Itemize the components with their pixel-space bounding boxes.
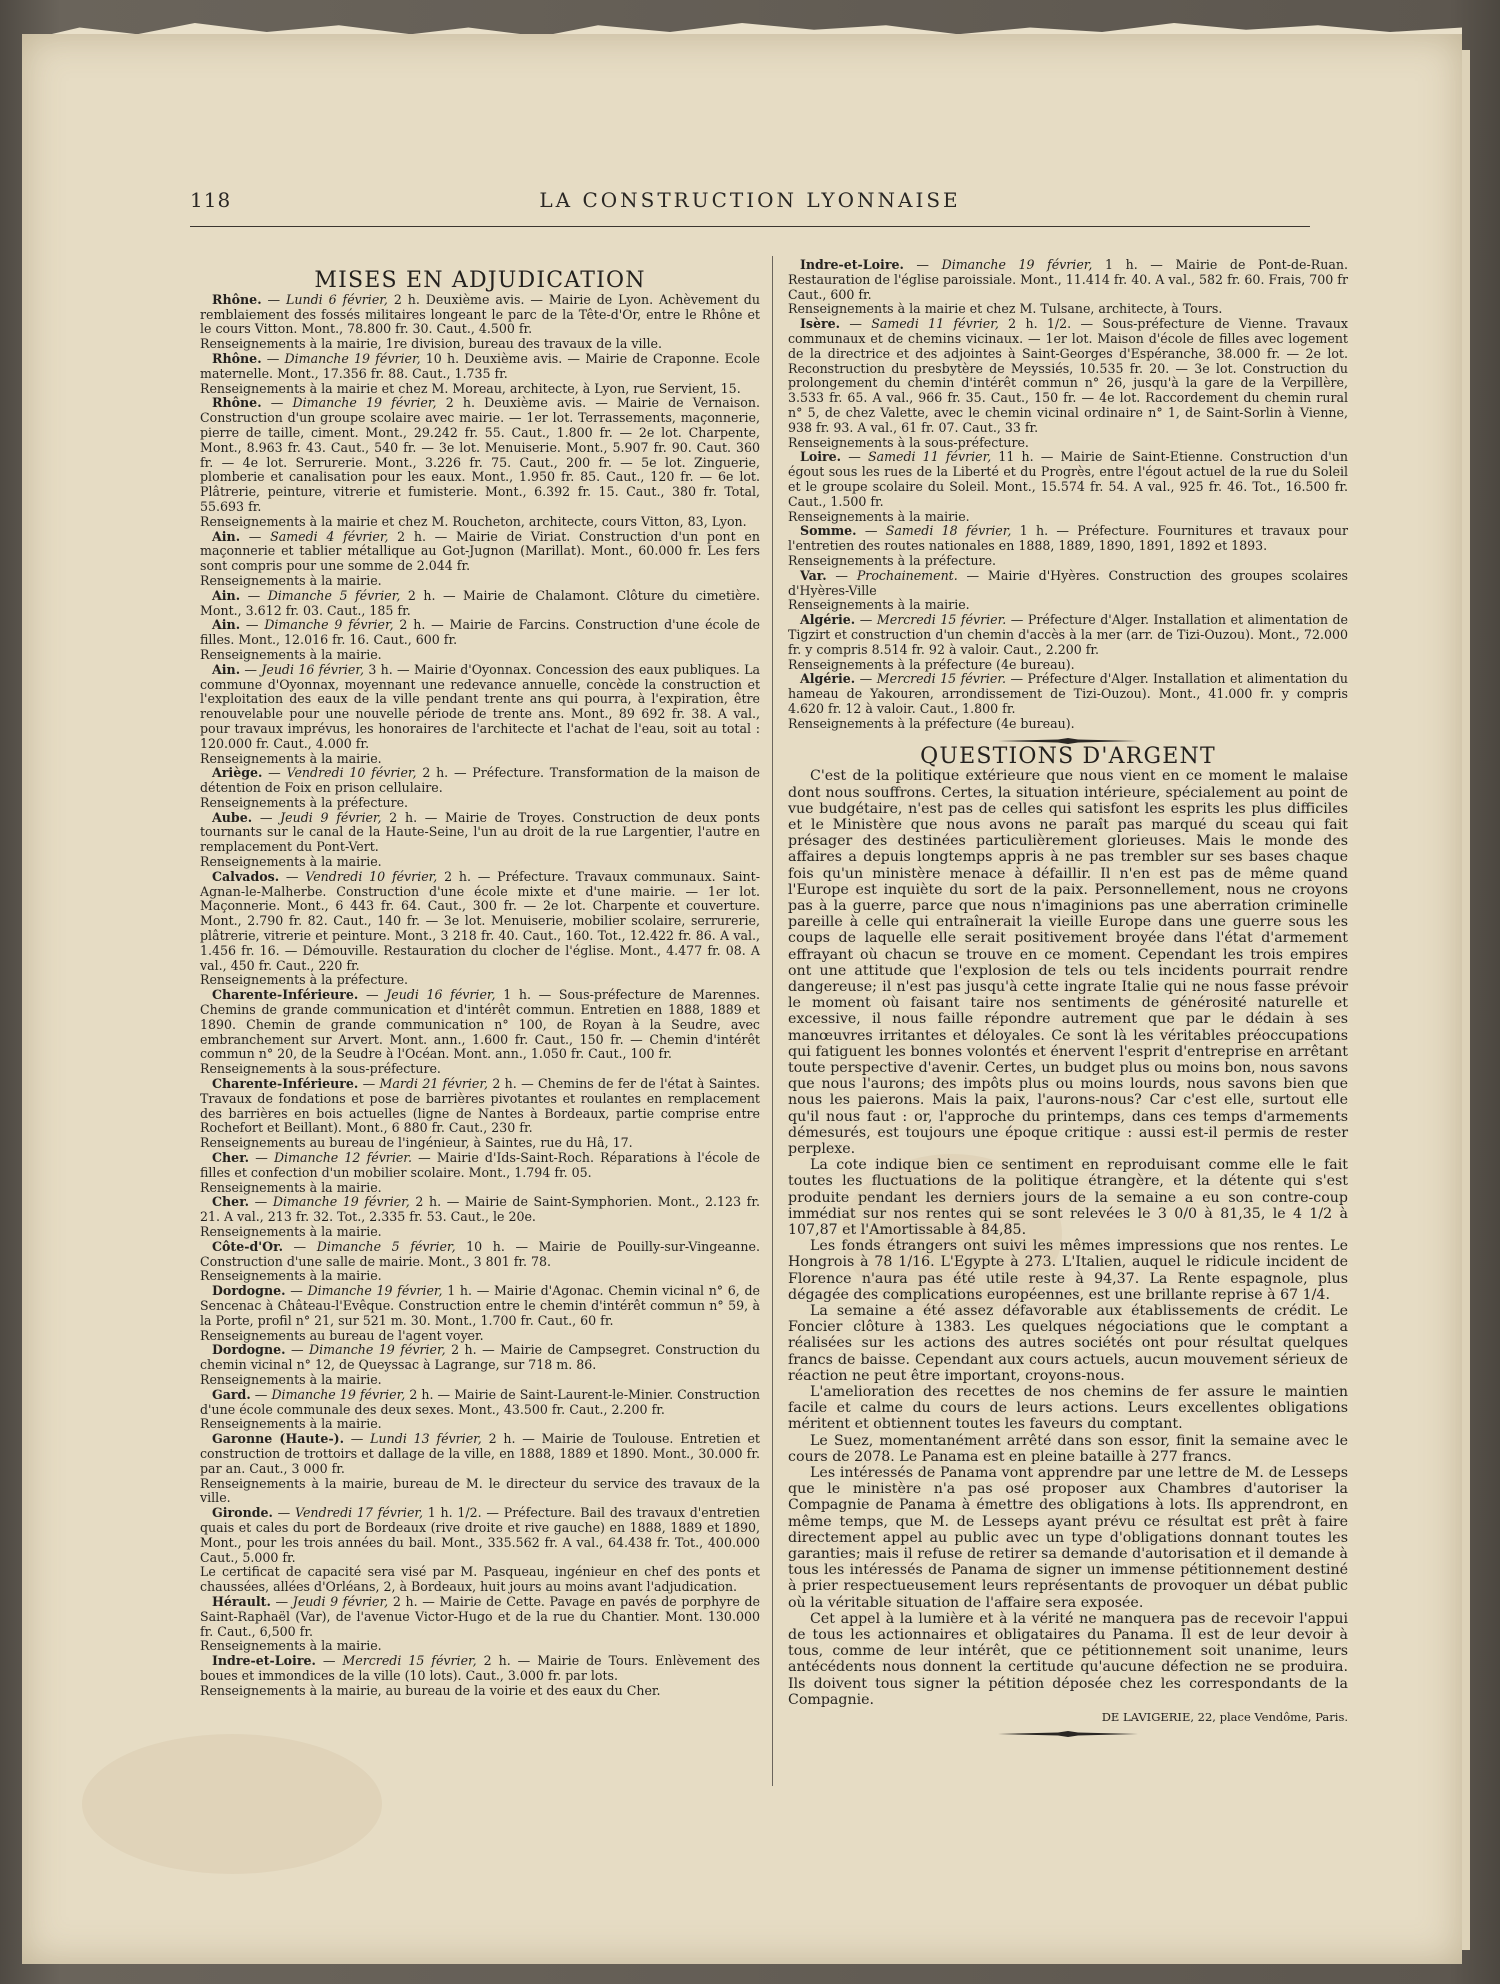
entry-body: 1 h. — Mairie de Pont-de-Ruan. Restauration de l'église paroissiale. Mont., 11.414 fr. 40. A val., 582 fr. 60. Frais, 700 fr Caut., 600 fr. [788,257,1348,302]
ornament-divider [998,1731,1138,1737]
entry-text: Calvados. — Vendredi 10 février, 2 h. — Préfecture. Travaux communaux. Saint-Agnan-le-Malherbe. Construction d'une école mixte et d'une mairie. — 1er lot. Maçonnerie. Mont., 6 443 fr. 64. Caut., 300 fr. — 2e lot. Charpente et couverture. Mont., 2.790 fr. 82. Caut., 140 fr. — 3e lot. Menuiserie, mobilier scolaire, serrurerie, plâtrerie, vitrerie et peinture. Mont., 3 218 fr. 40. Caut., 160. Tot., 12.422 fr. 86. A val., 1.456 fr. 16. — Démouville. Restauration du clocher de l'église. Mont., 4.477 fr. 08. A val., 450 fr. Caut., 220 fr. [200,868,760,973]
entry-date: Dimanche 19 février, [307,1283,443,1299]
adjudication-entry [200,1240,760,1284]
entry-location: Dordogne. [212,1283,286,1299]
entry-location: Gard. [212,1386,251,1402]
entry-date: Dimanche 19 février, [292,395,437,411]
entry-location: Dordogne. [212,1342,286,1358]
article-paragraph: La cote indique bien ce sentiment en reproduisant comme elle le fait toutes les fluctuations de la politique étrangère, et la détente qui s'est produite pendant les derniers jours de la semaine a eu son contre-coup immédiat sur nos rentes qui se sont relevées le 3 0/0 à 81,35, le 4 1/2 à 107,87 et l'Amortissable à 84,85. [788,1157,1348,1238]
entry-body: 1 h. — Sous-préfecture de Marennes. Chemins de grande communication et d'intérêt commun. Entretien en 1888, 1889 et 1890. Chemin de grande communication n° 100, de Royan à la Seudre, avec embranchement sur Arvert. Mont. ann., 1.600 fr. Caut., 150 fr. — Chemin d'intérêt commun n° 20, de la Seudre à l'Océan. Mont. ann., 1.050 fr. Caut., 100 fr. [200,987,761,1062]
entry-location: Ariège. [212,765,263,781]
adjudication-entry [200,1284,760,1343]
entry-location: Var. [800,567,827,583]
adjudication-entry [788,258,1348,317]
entry-date: Vendredi 10 février, [286,765,417,781]
entry-location: Rhône. [212,395,262,411]
adjudication-entry [200,1654,760,1698]
entry-info: Renseignements à la sous-préfecture. [200,1061,441,1077]
entry-text: Garonne (Haute-). — Lundi 13 février, 2 h. — Mairie de Toulouse. Entretien et construction de trottoirs et dallage de la ville, en 1888, 1889 et 1890. Mont., 30.000 fr. par an. Caut., 3 000 fr. [200,1431,760,1476]
ornament-divider [998,738,1138,744]
adjudication-entry [200,396,760,529]
entry-info: Renseignements à la préfecture. [200,972,409,988]
adjudication-entry [200,811,760,870]
adjudication-entry [200,530,760,589]
entry-date: Dimanche 9 février, [264,617,394,633]
adjudication-entry [200,663,760,767]
entry-text: Loire. — Samedi 11 février, 11 h. — Mairie de Saint-Etienne. Construction d'un égout sous les rues de la Liberté et du Progrès, entre l'égout actuel de la rue du Soleil et le groupe scolaire du Soleil. Mont., 15.574 fr. 54. A val., 925 fr. 46. Tot., 16.500 fr. Caut., 1.500 fr. [788,449,1348,509]
entry-date: Dimanche 12 février. [273,1150,412,1166]
adjudication-entry [200,1506,760,1595]
entry-body: 2 h. — Mairie de Campsegret. Construction du chemin vicinal n° 12, de Queyssac à Lagrange, sur 718 m. 86. [200,1342,760,1373]
entry-text: Hérault. — Jeudi 9 février, 2 h. — Mairie de Cette. Pavage en pavés de porphyre de Saint-Raphaël (Var), de l'avenue Victor-Hugo et de la rue du Chantier. Mont. 130.000 fr. Caut., 6,500 fr. [200,1593,760,1639]
entry-body: 2 h. — Mairie de Saint-Symphorien. Mont., 2.123 fr. 21. A val., 213 fr. 32. Tot., 2.335 fr. 53. Caut., le 20e. [200,1194,760,1225]
entry-info: Renseignements à la mairie. [200,1179,382,1195]
entry-location: Indre-et-Loire. [800,257,904,272]
entry-info: Renseignements à la mairie. [200,750,382,766]
article-paragraph: Le Suez, momentanément arrêté dans son essor, finit la semaine avec le cours de 2078. Le Panama est en pleine bataille à 277 francs. [788,1432,1348,1465]
entry-location: Algérie. [800,671,856,687]
entry-text: Cher. — Dimanche 19 février, 2 h. — Mairie de Saint-Symphorien. Mont., 2.123 fr. 21. A val., 213 fr. 32. Tot., 2.335 fr. 53. Caut., le 20e. [200,1194,760,1225]
entry-body: 2 h. — Mairie de Toulouse. Entretien et construction de trottoirs et dallage de la ville, en 1888, 1889 et 1890. Mont., 30.000 fr. par an. Caut., 3 000 fr. [200,1431,760,1476]
entry-info: Renseignements à la préfecture. [200,794,409,810]
column-left [200,258,760,1699]
entry-body: — Mairie d'Hyères. Construction des groupes scolaires d'Hyères-Ville [788,567,1348,598]
entry-location: Somme. [800,523,857,539]
entry-body: 2 h. — Mairie de Cette. Pavage en pavés de porphyre de Saint-Raphaël (Var), de l'avenue Victor-Hugo et de la rue du Chantier. Mont. 130.000 fr. Caut., 6,500 fr. [200,1593,760,1639]
entry-text: Cher. — Dimanche 12 février. — Mairie d'Ids-Saint-Roch. Réparations à l'école de filles et confection d'un mobilier scolaire. Mont., 1.794 fr. 05. [200,1150,760,1180]
entry-date: Lundi 6 février, [286,291,388,307]
entry-text: Rhône. — Dimanche 19 février, 2 h. Deuxième avis. — Mairie de Vernaison. Construction d'un groupe scolaire avec mairie. — 1er lot. Terrassements, maçonnerie, pierre de taille, ciment. Mont., 29.242 fr. 55. Caut., 1.800 fr. — 2e lot. Charpente, Mont., 8.963 fr. 43. Caut., 540 fr. — 3e lot. Menuiserie. Mont., 5.907 fr. 90. Caut. 360 fr. — 4e lot. Serrurerie. Mont., 3.226 fr. 75. Caut., 200 fr. — 5e lot. Zinguerie, plomberie et canalisation pour les eaux. Mont., 1.950 fr. 85. Caut., 120 fr. — 6e lot. Plâtrerie, peinture, vitrerie et fumisterie. Mont., 6.392 fr. 15. Caut., 380 fr. Total, 55.693 fr. [200,395,760,514]
entry-location: Côte-d'Or. [212,1238,283,1254]
adjudication-entry [200,1432,760,1506]
entry-info: Renseignements à la mairie. [788,597,970,613]
adjudication-entry [788,450,1348,524]
entry-date: Jeudi 16 février, [261,661,365,677]
article-paragraph: L'amelioration des recettes de nos chemins de fer assure le maintien facile et calme du cours de leurs actions. Leurs excellentes obligations méritent et obtiennent toutes les faveurs du comptant. [788,1384,1348,1433]
entry-date: Dimanche 19 février, [284,350,421,366]
entry-location: Gironde. [212,1505,273,1521]
article-paragraph: Les fonds étrangers ont suivi les mêmes impressions que nos rentes. Le Hongrois à 78 1/16. L'Egypte à 273. L'Italien, auquel le ridicule incident de Florence n'aura pas été utile reste à 94,37. La Rente espagnole, plus dégagée des complications européennes, est une brillante reprise à 67 1/4. [788,1238,1348,1303]
entry-text: Indre-et-Loire. — Mercredi 15 février, 2 h. — Mairie de Tours. Enlèvement des boues et immondices de la ville (10 lots). Caut., 3.000 fr. par lots. [200,1653,760,1683]
entry-date: Mercredi 15 février, [342,1653,477,1669]
article-paragraph: La semaine a été assez défavorable aux établissements de crédit. Le Foncier clôture à 1383. Les quelques négociations que le comptant a réalisées sur les actions des autres sociétés ont pour résultat quelques francs de baisse. Cependant aux cours actuels, aucun mouvement sérieux de réaction ne peut être important, croyons-nous. [788,1303,1348,1384]
entry-info: Renseignements à la mairie. [200,1638,382,1654]
entry-body: 1 h. 1/2. — Préfecture. Bail des travaux d'entretien quais et cales du port de Bordeaux (rive droite et rive gauche) en 1888, 1889 et 1890, Mont., pour les trois années du bail. Mont., 335.562 fr. A val., 64.438 fr. Tot., 400.000 Caut., 5.000 fr. [200,1505,760,1565]
entry-info: Renseignements à la mairie. [200,854,382,870]
entry-info: Renseignements à la mairie. [788,508,970,524]
adjudication-entry [788,317,1348,450]
argent-article [788,768,1348,1708]
entry-date: Samedi 11 février, [871,316,999,332]
entry-text: Isère. — Samedi 11 février, 2 h. 1/2. — Sous-préfecture de Vienne. Travaux communaux et de chemins vicinaux. — 1er lot. Maison d'école de filles avec logement de la directrice et des adjointes à Saint-Georges d'Espéranche, 38.000 fr. — 2e lot. Reconstruction du presbytère de Meyssiés, 10.535 fr. 20. — 3e lot. Construction du prolongement du chemin d'intérêt commun n° 26, jusqu'à la gare de la Verpillère, 3.533 fr. 65. A val., 966 fr. 35. Caut., 150 fr. — 4e lot. Raccordement du chemin rural n° 5, de chez Valette, avec le chemin vicinal ordinaire n° 1, de Saint-Sorlin à Vienne, 938 fr. 93. A val., 61 fr. 07. Caut., 33 fr. [788,316,1348,435]
entry-text: Dordogne. — Dimanche 19 février, 1 h. — Mairie d'Agonac. Chemin vicinal n° 6, de Sencenac à Château-l'Evêque. Construction entre le chemin d'intérêt commun n° 59, à la Porte, profil n° 21, sur 521 m. 30. Mont., 1.700 fr. Caut., 60 fr. [200,1283,760,1328]
entry-date: Dimanche 5 février, [316,1238,456,1254]
adjudication-entry [788,613,1348,672]
adjudication-entry [200,766,760,810]
entry-location: Charente-Inférieure. [212,987,359,1003]
entry-body: 10 h. — Mairie de Pouilly-sur-Vingeanne. Construction d'une salle de mairie. Mont., 3 801 fr. 78. [200,1238,760,1269]
adjudication-entry [200,618,760,662]
entry-body: 2 h. — Mairie de Farcins. Construction d'une école de filles. Mont., 12.016 fr. 16. Caut., 600 fr. [200,617,760,648]
entry-info: Renseignements à la mairie et chez M. Roucheton, architecte, cours Vitton, 83, Lyon. [200,513,747,529]
entry-date: Vendredi 17 février, [295,1505,424,1521]
adjudication-entry [200,870,760,988]
entry-body: 2 h. — Mairie de Troyes. Construction de deux ponts tournants sur le canal de la Haute-Seine, l'un au droit de la rue Largentier, l'autre en remplacement du Pont-Vert. [200,809,760,855]
entry-text: Charente-Inférieure. — Jeudi 16 février, 1 h. — Sous-préfecture de Marennes. Chemins de grande communication et d'intérêt commun. Entretien en 1888, 1889 et 1890. Chemin de grande communication n° 100, de Royan à la Seudre, avec embranchement sur Arvert. Mont. ann., 1.600 fr. Caut., 150 fr. — Chemin d'intérêt commun n° 20, de la Seudre à l'Océan. Mont. ann., 1.050 fr. Caut., 100 fr. [200,987,761,1062]
entry-date: Vendredi 10 février, [305,868,438,884]
article-paragraph: Cet appel à la lumière et à la vérité ne manquera pas de recevoir l'appui de tous les actionnaires et obligataires du Panama. Il est de leur devoir à tous, comme de leur intérêt, que ce pétitionnement soit unanime, leurs antécédents nous donnent la certitude qu'aucune défection ne se produira. Ils doivent tous signer la pétition déposée chez les correspondants de la Compagnie. [788,1610,1348,1708]
entry-info: Renseignements à la mairie et chez M. Moreau, architecte, à Lyon, rue Servient, 15. [200,380,741,396]
adjudication-entry [200,1595,760,1654]
entry-date: Mercredi 15 février. [876,671,1007,687]
entry-body: 2 h. Deuxième avis. — Mairie de Lyon. Achèvement du remblaiement des fossés militaires longeant le parc de la Tête-d'Or, entre le Rhône et le cours Vitton. Mont., 78.800 fr. 30. Caut., 4.500 fr. [200,291,760,337]
entry-location: Ain. [212,587,241,603]
entry-location: Cher. [212,1150,250,1166]
adjudication-entry [200,589,760,619]
entry-date: Dimanche 19 février, [309,1342,446,1358]
entry-body: 3 h. — Mairie d'Oyonnax. Concession des eaux publiques. La commune d'Oyonnax, moyennant une redevance annuelle, concède la construction et l'exploitation des eaux de la ville pendant trente ans qui pourra, à l'expiration, être renouvelable pour une nouvelle période de trente ans. Mont., 89 692 fr. 38. A val., pour travaux imprévus, les honoraires de l'architecte et l'achat de l'eau, soit au total : 120.000 fr. Caut., 4.000 fr. [200,661,760,751]
adjudication-entry [200,1151,760,1195]
adjudication-entry [200,1388,760,1432]
entry-body: — Mairie d'Ids-Saint-Roch. Réparations à l'école de filles et confection d'un mobilier scolaire. Mont., 1.794 fr. 05. [200,1150,760,1180]
entry-text: Rhône. — Dimanche 19 février, 10 h. Deuxième avis. — Mairie de Craponne. Ecole maternelle. Mont., 17.356 fr. 88. Caut., 1.735 fr. [200,350,760,381]
entry-date: Dimanche 19 février, [941,257,1093,272]
entry-location: Loire. [800,449,842,465]
entry-body: 2 h. — Chemins de fer de l'état à Saintes. Travaux de fondations et pose de barrières pivotantes et roulantes en remplacement des barrières en bois actuelles (ligne de Nantes à Bordeaux, partie comprise entre Rochefort et Beillant). Mont., 6 880 fr. Caut., 230 fr. [200,1076,760,1136]
adjudication-list-continued [788,258,1348,732]
entry-info: Renseignements à la mairie et chez M. Tulsane, architecte, à Tours. [788,301,1223,317]
entry-body: 2 h. 1/2. — Sous-préfecture de Vienne. Travaux communaux et de chemins vicinaux. — 1er lot. Maison d'école de filles avec logement de la directrice et des adjointes à Saint-Georges d'Espéranche, 38.000 fr. — 2e lot. Reconstruction du presbytère de Meyssiés, 10.535 fr. 20. — 3e lot. Construction du prolongement du chemin d'intérêt commun n° 26, jusqu'à la gare de la Verpillère, 3.533 fr. 65. A val., 966 fr. 35. Caut., 150 fr. — 4e lot. Raccordement du chemin rural n° 5, de chez Valette, avec le chemin vicinal ordinaire n° 1, de Saint-Sorlin à Vienne, 938 fr. 93. A val., 61 fr. 07. Caut., 33 fr. [788,316,1348,435]
entry-info: Renseignements au bureau de l'agent voyer. [200,1327,484,1343]
entry-location: Garonne (Haute-). [212,1431,345,1447]
adjudication-entry [200,988,760,1077]
adjudication-list [200,293,760,1699]
entry-text: Algérie. — Mercredi 15 février. — Préfecture d'Alger. Installation et alimentation du hameau de Yakouren, arrondissement de Tizi-Ouzou). Mont., 41.000 fr. y compris 4.620 fr. 12 à valoir. Caut., 1.800 fr. [788,671,1348,716]
entry-body: 1 h. — Préfecture. Fournitures et travaux pour l'entretien des routes nationales en 1888, 1889, 1890, 1891, 1892 et 1893. [788,523,1348,554]
entry-date: Jeudi 9 février, [292,1593,389,1609]
entry-info: Renseignements à la mairie, bureau de M. le directeur du service des travaux de la ville. [200,1475,760,1506]
entry-location: Ain. [212,661,241,677]
entry-text: Ain. — Dimanche 9 février, 2 h. — Mairie de Farcins. Construction d'une école de filles. Mont., 12.016 fr. 16. Caut., 600 fr. [200,617,760,648]
signature: DE LAVIGERIE, 22, place Vendôme, Paris. [1101,1710,1348,1725]
entry-text: Somme. — Samedi 18 février, 1 h. — Préfecture. Fournitures et travaux pour l'entretien des routes nationales en 1888, 1889, 1890, 1891, 1892 et 1893. [788,523,1348,554]
entry-date: Dimanche 5 février, [267,587,401,603]
entry-location: Rhône. [212,350,262,366]
adjudication-entry [788,569,1348,613]
column-right [788,258,1348,1743]
section-heading-adjudication: MISES EN ADJUDICATION [314,268,646,293]
entry-text: Var. — Prochainement. — Mairie d'Hyères. Construction des groupes scolaires d'Hyères-Ville [788,567,1348,598]
entry-text: Gironde. — Vendredi 17 février, 1 h. 1/2. — Préfecture. Bail des travaux d'entretien quais et cales du port de Bordeaux (rive droite et rive gauche) en 1888, 1889 et 1890, Mont., pour les trois années du bail. Mont., 335.562 fr. A val., 64.438 fr. Tot., 400.000 Caut., 5.000 fr. [200,1505,760,1565]
entry-body: 1 h. — Mairie d'Agonac. Chemin vicinal n° 6, de Sencenac à Château-l'Evêque. Construction entre le chemin d'intérêt commun n° 59, à la Porte, profil n° 21, sur 521 m. 30. Mont., 1.700 fr. Caut., 60 fr. [200,1283,760,1328]
adjudication-entry [200,293,760,352]
entry-text: Ariège. — Vendredi 10 février, 2 h. — Préfecture. Transformation de la maison de détention de Foix en prison cellulaire. [200,765,760,796]
entry-date: Jeudi 9 février, [280,809,382,825]
entry-date: Lundi 13 février, [370,1431,482,1447]
entry-info: Renseignements à la préfecture. [788,552,997,568]
entry-location: Hérault. [212,1593,271,1609]
page-number: 118 [190,188,232,212]
entry-info: Renseignements au bureau de l'ingénieur, à Saintes, rue du Hâ, 17. [200,1135,633,1151]
entry-info: Renseignements à la mairie, 1re division, bureau des travaux de la ville. [200,336,662,352]
entry-location: Ain. [212,528,241,544]
entry-body: — Préfecture d'Alger. Installation et alimentation de Tigzirt et construction d'un chemin d'accès à la mer (arr. de Tizi-Ouzou). Mont., 72.000 fr. y compris 8.514 fr. 92 à valoir. Caut., 2.200 fr. [788,612,1348,657]
entry-date: Samedi 11 février, [867,449,992,465]
adjudication-entry [200,352,760,396]
entry-body: 2 h. — Préfecture. Travaux communaux. Saint-Agnan-le-Malherbe. Construction d'une école mixte et d'une mairie. — 1er lot. Maçonnerie. Mont., 6 443 fr. 64. Caut., 300 fr. — 2e lot. Charpente et couverture. Mont., 2.790 fr. 82. Caut., 140 fr. — 3e lot. Menuiserie, mobilier scolaire, serrurerie, plâtrerie, vitrerie et peinture. Mont., 3 218 fr. 40. Caut., 160. Tot., 12.422 fr. 86. A val., 1.456 fr. 16. — Démouville. Restauration du clocher de l'église. Mont., 4.477 fr. 08. A val., 450 fr. Caut., 220 fr. [200,868,760,973]
entry-body: 2 h. — Mairie de Tours. Enlèvement des boues et immondices de la ville (10 lots). Caut., 3.000 fr. par lots. [200,1653,760,1683]
entry-body: 2 h. — Préfecture. Transformation de la maison de détention de Foix en prison cellulaire. [200,765,760,796]
entry-location: Calvados. [212,868,280,884]
adjudication-entry [788,524,1348,568]
entry-date: Mercredi 15 février. [876,612,1007,628]
entry-date: Samedi 18 février, [885,523,1012,539]
entry-info: Renseignements à la mairie. [200,1224,382,1239]
entry-date: Mardi 21 février, [379,1076,489,1092]
entry-date: Samedi 4 février, [270,528,389,544]
entry-text: Ain. — Jeudi 16 février, 3 h. — Mairie d'Oyonnax. Concession des eaux publiques. La commune d'Oyonnax, moyennant une redevance annuelle, concède la construction et l'exploitation des eaux de la ville pendant trente ans qui pourra, à l'expiration, être renouvelable pour une nouvelle période de trente ans. Mont., 89 692 fr. 38. A val., pour travaux imprévus, les honoraires de l'architecte et l'achat de l'eau, soit au total : 120.000 fr. Caut., 4.000 fr. [200,661,760,751]
entry-info: Renseignements à la mairie. [200,1371,382,1387]
section-heading-argent: QUESTIONS D'ARGENT [920,743,1216,769]
entry-body: 2 h. — Mairie de Chalamont. Clôture du cimetière. Mont., 3.612 fr. 03. Caut., 185 fr. [200,587,760,618]
entry-body: 2 h. Deuxième avis. — Mairie de Vernaison. Construction d'un groupe scolaire avec mairie. — 1er lot. Terrassements, maçonnerie, pierre de taille, ciment. Mont., 29.242 fr. 55. Caut., 1.800 fr. — 2e lot. Charpente, Mont., 8.963 fr. 43. Caut., 540 fr. — 3e lot. Menuiserie. Mont., 5.907 fr. 90. Caut. 360 fr. — 4e lot. Serrurerie. Mont., 3.226 fr. 75. Caut., 200 fr. — 5e lot. Zinguerie, plomberie et canalisation pour les eaux. Mont., 1.950 fr. 85. Caut., 120 fr. — 6e lot. Plâtrerie, peinture, vitrerie et fumisterie. Mont., 6.392 fr. 15. Caut., 380 fr. Total, 55.693 fr. [200,395,760,514]
entry-info: Renseignements à la mairie. [200,1416,382,1432]
entry-info: Le certificat de capacité sera visé par M. Pasqueau, ingénieur en chef des ponts et chaussées, allées d'Orléans, 2, à Bordeaux, huit jours au moins avant l'adjudication. [200,1564,760,1595]
paper-stain [82,1734,382,1874]
entry-text: Côte-d'Or. — Dimanche 5 février, 10 h. — Mairie de Pouilly-sur-Vingeanne. Construction d'une salle de mairie. Mont., 3 801 fr. 78. [200,1238,760,1269]
entry-text: Charente-Inférieure. — Mardi 21 février, 2 h. — Chemins de fer de l'état à Saintes. Travaux de fondations et pose de barrières pivotantes et roulantes en remplacement des barrières en bois actuelles (ligne de Nantes à Bordeaux, partie comprise entre Rochefort et Beillant). Mont., 6 880 fr. Caut., 230 fr. [200,1076,760,1136]
entry-location: Rhône. [212,291,262,307]
adjudication-entry [788,672,1348,731]
article-paragraph: C'est de la politique extérieure que nous vient en ce moment le malaise dont nous souffrons. Certes, la situation intérieure, spécialement au point de vue budgétaire, n'est pas de celles qui satisfont les esprits les plus difficiles et le Ministère que nous avons ne paraît pas marqué du sceau qui fait présager des destinées particulièrement glorieuses. Mais le monde des affaires a depuis longtemps appris à ne pas trembler sur ses bases chaque fois qu'un ministère menace à défaillir. Il n'en est pas de même quand l'Europe est inquiète du sort de la paix. Personnellement, nous ne croyons pas à la guerre, parce que nous n'imaginions pas une aberration criminelle pareille à celle qui entraînerait la vieille Europe dans une guerre sous les coups de laquelle elle serait positivement broyée dans l'état d'armement effrayant où chacun se trouve en ce moment. Cependant les trois empires ont une attitude que l'explosion de tels ou tels incidents pourrait rendre dangereuse; il n'est pas jusqu'à cette ingrate Italie qui ne nous fasse prévoir le moment où faisant taire nos sentiments de générosité naturelle et excessive, il nous faille répondre autrement que par le dédain à ses manœuvres irritantes et déloyales. Ce sont là les véritables préoccupations qui fatiguent les bonnes volontés et énervent l'esprit d'entreprise en arrêtant toute perspective d'avenir. Certes, un budget plus ou moins bon, nous savons que nous l'aurons; des impôts plus ou moins lourds, nous savons bien que nous les paierons. Mais la paix, l'aurons-nous? Car c'est elle, surtout elle qu'il nous faut : or, l'approche du printemps, dans ces temps d'armements démesurés, est toujours une époque critique : aussi est-il permis de rester perplexe. [788,768,1348,1157]
entry-text: Ain. — Dimanche 5 février, 2 h. — Mairie de Chalamont. Clôture du cimetière. Mont., 3.612 fr. 03. Caut., 185 fr. [200,587,760,618]
journal-title: LA CONSTRUCTION LYONNAISE [539,188,961,212]
entry-text: Ain. — Samedi 4 février, 2 h. — Mairie de Viriat. Construction d'un pont en maçonnerie et tablier métallique au Got-Jugnon (Marillat). Mont., 60.000 fr. Les fers sont compris pour une somme de 2.044 fr. [200,528,760,574]
adjudication-entry [200,1077,760,1151]
entry-location: Cher. [212,1194,250,1210]
entry-location: Ain. [212,617,241,633]
entry-text: Gard. — Dimanche 19 février, 2 h. — Mairie de Saint-Laurent-le-Minier. Construction d'une école communale des deux sexes. Mont., 43.500 fr. Caut., 2.200 fr. [200,1386,760,1417]
adjudication-entry [200,1343,760,1387]
entry-info: Renseignements à la sous-préfecture. [788,434,1029,450]
entry-body: 2 h. — Mairie de Saint-Laurent-le-Minier. Construction d'une école communale des deux sexes. Mont., 43.500 fr. Caut., 2.200 fr. [200,1386,760,1417]
entry-location: Algérie. [800,612,856,628]
article-paragraph: Les intéressés de Panama vont apprendre par une lettre de M. de Lesseps que le ministère n'a pas osé proposer aux Chambres d'autoriser la Compagnie de Panama à émettre des obligations à lots. Ils apprendront, en même temps, que M. de Lesseps ayant prévu ce résultat est prêt à faire directement appel au public avec un type d'obligations donnant toutes les garanties; mais il refuse de retirer sa demande d'autorisation et il demande à tous les intéressés de Panama de signer un immense pétitionnement destiné à prier respectueusement leurs représentants de provoquer un débat public où la véritable situation de l'affaire sera exposée. [788,1465,1348,1611]
entry-location: Isère. [800,316,841,332]
entry-date: Dimanche 19 février, [271,1386,406,1402]
entry-location: Indre-et-Loire. [212,1653,316,1669]
entry-body: 10 h. Deuxième avis. — Mairie de Craponne. Ecole maternelle. Mont., 17.356 fr. 88. Caut., 1.735 fr. [200,350,760,381]
entry-body: 2 h. — Mairie de Viriat. Construction d'un pont en maçonnerie et tablier métallique au Got-Jugnon (Marillat). Mont., 60.000 fr. Les fers sont compris pour une somme de 2.044 fr. [200,528,760,574]
entry-text: Algérie. — Mercredi 15 février. — Préfecture d'Alger. Installation et alimentation de Tigzirt et construction d'un chemin d'accès à la mer (arr. de Tizi-Ouzou). Mont., 72.000 fr. y compris 8.514 fr. 92 à valoir. Caut., 2.200 fr. [788,612,1348,657]
column-rule [772,256,773,1786]
entry-location: Charente-Inférieure. [212,1076,359,1092]
adjudication-entry [200,1195,760,1239]
entry-info: Renseignements à la mairie, au bureau de la voirie et des eaux du Cher. [200,1682,661,1698]
entry-body: — Préfecture d'Alger. Installation et alimentation du hameau de Yakouren, arrondissement de Tizi-Ouzou). Mont., 41.000 fr. y compris 4.620 fr. 12 à valoir. Caut., 1.800 fr. [788,671,1348,716]
entry-text: Indre-et-Loire. — Dimanche 19 février, 1 h. — Mairie de Pont-de-Ruan. Restauration de l'église paroissiale. Mont., 11.414 fr. 40. A val., 582 fr. 60. Frais, 700 fr Caut., 600 fr. [788,257,1348,302]
entry-date: Prochainement. [856,567,958,583]
entry-body: 11 h. — Mairie de Saint-Etienne. Construction d'un égout sous les rues de la Liberté et du Progrès, entre l'égout actuel de la rue du Soleil et le groupe scolaire du Soleil. Mont., 15.574 fr. 54. A val., 925 fr. 46. Tot., 16.500 fr. Caut., 1.500 fr. [788,449,1348,509]
entry-info: Renseignements à la préfecture (4e bureau). [788,715,1075,731]
entry-text: Aube. — Jeudi 9 février, 2 h. — Mairie de Troyes. Construction de deux ponts tournants sur le canal de la Haute-Seine, l'un au droit de la rue Largentier, l'autre en remplacement du Pont-Vert. [200,809,760,855]
entry-info: Renseignements à la mairie. [200,1268,382,1284]
entry-info: Renseignements à la mairie. [200,572,382,588]
entry-date: Dimanche 19 février, [272,1194,410,1210]
entry-text: Rhône. — Lundi 6 février, 2 h. Deuxième avis. — Mairie de Lyon. Achèvement du remblaiement des fossés militaires longeant le parc de la Tête-d'Or, entre le Rhône et le cours Vitton. Mont., 78.800 fr. 30. Caut., 4.500 fr. [200,291,760,337]
entry-location: Aube. [212,809,253,825]
entry-info: Renseignements à la mairie. [200,646,382,662]
entry-date: Jeudi 16 février, [386,987,496,1003]
header-rule [190,226,1310,227]
entry-text: Dordogne. — Dimanche 19 février, 2 h. — Mairie de Campsegret. Construction du chemin vicinal n° 12, de Queyssac à Lagrange, sur 718 m. 86. [200,1342,760,1373]
entry-info: Renseignements à la préfecture (4e bureau). [788,656,1075,672]
